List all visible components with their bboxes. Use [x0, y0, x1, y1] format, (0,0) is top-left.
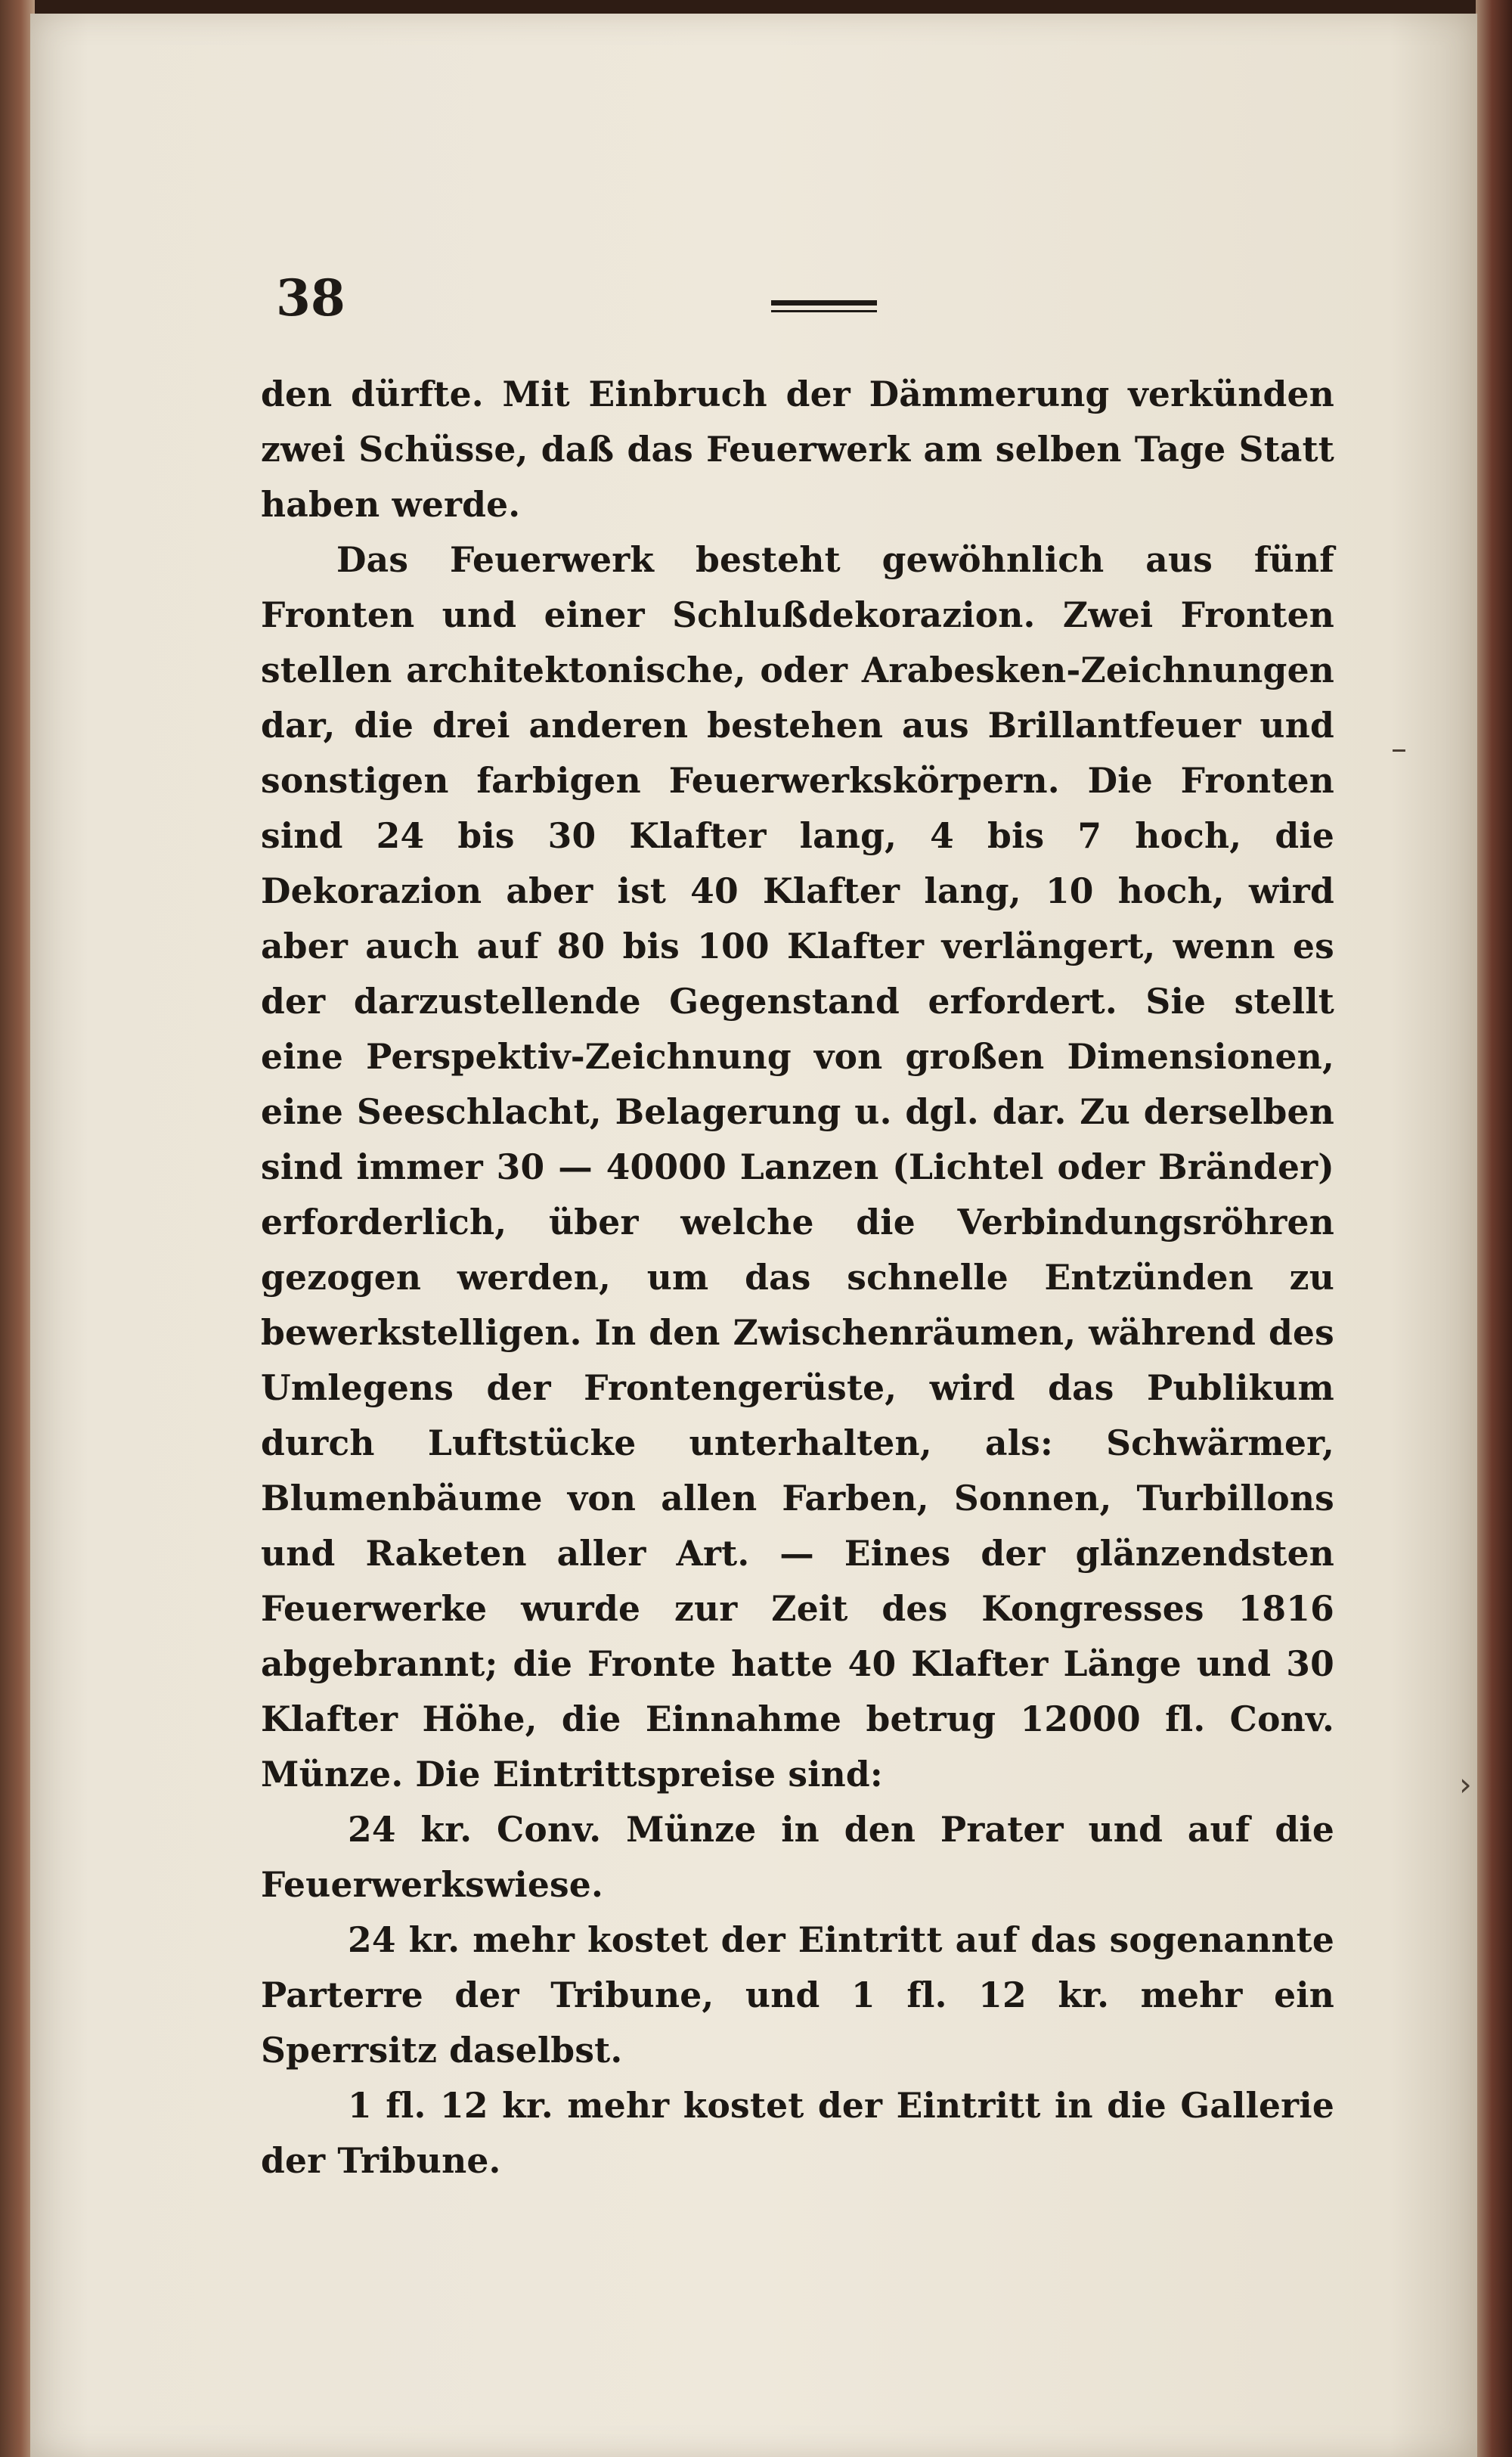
paragraph-price-prater: 24 kr. Conv. Münze in den Prater und auf die Feuerwerkswiese. [261, 1809, 1334, 1905]
book-cover-edge [1476, 0, 1512, 2457]
page-number: 38 [276, 268, 345, 327]
header-rule-ornament [771, 300, 877, 306]
paragraph-continuation: den dürfte. Mit Einbruch der Dämmerung verkünden zwei Schüsse, daß das Feuerwerk am selben Tage Statt haben werde. [261, 374, 1334, 525]
paragraph-price-gallerie: 1 fl. 12 kr. mehr kostet der Eintritt in die Gallerie der Tribune. [261, 2085, 1334, 2181]
paragraph-price-parterre: 24 kr. mehr kostet der Eintritt auf das sogenannte Parterre der Tribune, und 1 fl. 12 kr. mehr ein Sperrsitz daselbst. [261, 1919, 1334, 2071]
page-header [261, 268, 1327, 337]
paragraph-fireworks-description: Das Feuerwerk besteht gewöhnlich aus fünf Fronten und einer Schlußdekorazion. Zwei Fronten stellen architektonische, oder Arabesken-Zeichnungen dar, die drei anderen bestehen aus Brillantfeuer und sonstigen farbigen Feuerwerkskörpern. Die Fronten sind 24 bis 30 Klafter lang, 4 bis 7 hoch, die Dekorazion aber ist 40 Klafter lang, 10 hoch, wird aber auch auf 80 bis 100 Klafter verlängert, wenn es der darzustellende Gegenstand erfordert. Sie stellt eine Perspektiv-Zeichnung von großen Dimensionen, eine Seeschlacht, Belagerung u. dgl. dar. Zu derselben sind immer 30 — 40000 Lanzen (Lichtel oder Bränder) erforderlich, über welche die Verbindungsröhren gezogen werden, um das schnelle Entzünden zu bewerkstelligen. In den Zwischenräumen, während des Umlegens der Frontengerüste, wird das Publikum durch Luftstücke unterhalten, als: Schwärmer, Blumenbäume von allen Farben, Sonnen, Turbillons und Raketen aller Art. — Eines der glänzendsten Feuerwerke wurde zur Zeit des Kongresses 1816 abgebrannt; die Fronte hatte 40 Klafter Länge und 30 Klafter Höhe, die Einnahme betrug 12000 fl. Conv. Münze. Die Eintrittspreise sind: [261, 539, 1334, 1795]
margin-dash-mark: – [1391, 730, 1407, 767]
margin-arrow-mark: › [1459, 1766, 1472, 1803]
body-text [261, 367, 1334, 2189]
